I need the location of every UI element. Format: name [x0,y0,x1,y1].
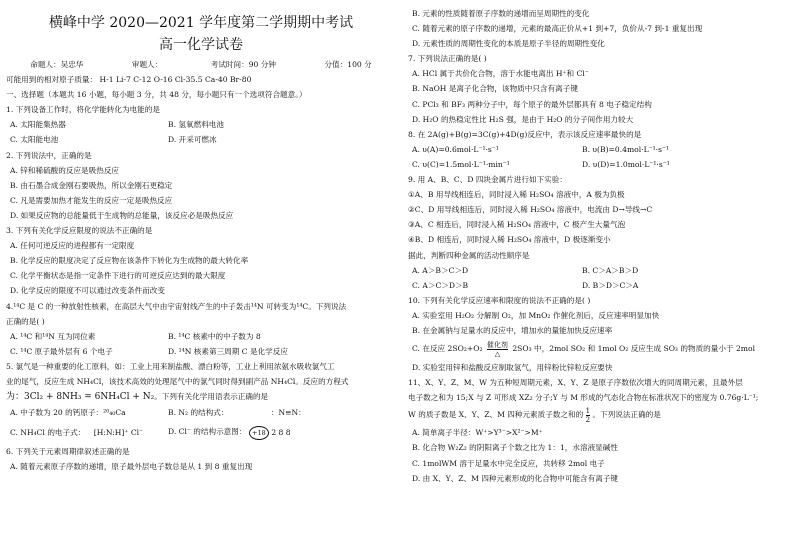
q3-option-d: D. 化学反应的限度不可以通过改变条件而改变 [10,286,165,296]
question-6: 6. 下列关于元素周期律叙述正确的是 [6,447,130,457]
reversible-arrow [487,341,508,358]
q1-option-a: A. 太阳能集热器 [10,120,66,130]
question-10: 10. 下列有关化学反应速率和限度的说法不正确的是( ) [408,295,591,305]
q9-experiment-2: ②C、D 用导线相连后，同时浸入稀 H₂SO₄ 溶液中，电流由 D→导线→C [408,205,653,215]
q5-option-c-label: C. NH₄Cl 的电子式： [10,427,86,437]
question-11: 11、X、Y、Z、M、W 为五种短周期元素，X、Y、Z 是原子序数依次增大的同周期元素，且最外层 [408,378,743,388]
question-2: 2. 下列说法中，正确的是 [6,150,92,160]
q5-equation-tail: 。下列有关化学用语表示正确的是 [154,392,269,402]
q9-experiment-3: ③A、C 相连后，同时浸入稀 H₂SO₄ 溶液中，C 极产生大量气泡 [408,220,626,230]
n2-structure: ：N≡N： [270,408,306,418]
q6-option-a: A. 随着元素原子序数的递增，原子最外层电子数总是从 1 到 8 重复出现 [10,462,253,472]
q9-option-d: D. B＞D＞C＞A [582,280,639,290]
q3-option-c: C. 化学平衡状态是指一定条件下进行的可逆反应达到的最大限度 [10,271,226,281]
exam-time: 考试时间：90 分钟 [210,60,276,69]
exam-subtitle: 高一化学试卷 [159,37,243,53]
q5-option-c [10,425,168,440]
exam-meta [6,57,396,72]
q4-option-b: B. ¹⁴C 核素中的中子数为 8 [168,331,261,341]
q11-option-d: D. 由 X、Y、Z、M 四种元素形成的化合物中可能含有离子键 [412,473,619,483]
left-column [6,6,396,474]
q10-option-c-pre: C. 在反应 2SO₂+O₂ [412,344,483,354]
q10-option-c-post: 2SO₃ 中，2mol SO₂ 和 1mol O₂ 反应生成 SO₃ 的物质的量小于 2mol [512,344,755,354]
right-column [408,6,790,486]
q7-option-c: C. PCl₃ 和 BF₃ 两种分子中，每个原子的最外层都具有 8 电子稳定结构 [412,99,652,109]
section-heading: 一、选择题（本题共 16 小题，每小题 3 分，共 48 分，每小题只有一个选项符合题意。） [6,90,307,100]
cl-ion-diagram [249,425,291,440]
q3-option-a: A. 任何可逆反应的进程都有一定限度 [10,241,135,251]
q11-option-c: C. 1molWM 溶于足量水中完全反应，共转移 2mol 电子 [412,458,605,468]
q5-option-d [168,424,291,440]
question-5: 5. 氯气是一种重要的化工原料，如：工业上用来制盐酸、漂白粉等，工业上利用浓氨水吸收氯气工 [6,361,335,371]
q9-options-ab [408,263,790,278]
q11-option-b: B. 化合物 W₂Z₂ 的阴阳离子个数之比为 1：1，水溶液显碱性 [412,443,618,453]
fraction-denominator: 2 [585,415,591,424]
question-4: 4.¹⁴C 是 C 的一种放射性核素，在高层大气中由宇宙射线产生的中子轰击¹⁴N 可转变为¹⁴C。下列说法 [6,301,347,311]
question-4-cont: 正确的是( ) [6,316,45,326]
q4-options-ab [6,329,396,344]
fraction-numerator: 1 [585,406,591,415]
q5-options-ab [6,405,396,420]
q8-option-c: C. υ(C)=1.5mol·L⁻¹·min⁻¹ [412,159,510,169]
question-8: 8. 在 2A(g)+B(g)=3C(g)+4D(g)反应中，表示该反应速率最快的是 [408,129,642,139]
q9-option-a: A. A＞B＞C＞D [412,265,469,275]
cl-nucleus: +18 [249,426,269,440]
q4-option-d: D. ¹⁴N 核素第三周期 C 是化学反应 [168,346,288,356]
q5-option-b-label: B. N₂ 的结构式： [168,408,229,418]
q6-option-b: B. 元素的性质随着原子序数的递增而呈周期性的变化 [412,9,590,18]
reviewer: 审题人： [131,60,163,69]
atomic-masses: 可能用到的相对原子质量： H-1 Li-7 C-12 O-16 Cl-35.5 Ca-40 Br-80 [6,75,252,85]
q9-options-cd [408,278,790,293]
q4-options-cd [6,344,396,359]
q1-option-b: B. 氢氧燃料电池 [168,120,224,130]
q5-equation: 为：3Cl₂ + 8NH₃ = 6NH₄Cl + N₂ [6,392,155,403]
question-5-equation-line [6,389,396,405]
question-3: 3. 下列有关化学反应限度的说法不正确的是 [6,226,153,236]
q8-options-ab [408,142,790,157]
nh4cl-electron-formula: [H:N:H]⁺ Cl⁻ [93,427,144,437]
q4-option-a: A. ¹⁴C 和¹⁴N 互为同位素 [10,331,96,341]
question-9: 9. 用 A、B、C、D 四块金属片进行如下实验： [408,175,567,185]
q1-options-ab [6,117,396,132]
q8-options-cd [408,157,790,172]
q7-option-d: D. H₂O 的热稳定性比 H₂S 强，是由于 H₂O 的分子间作用力较大 [412,114,634,124]
question-7: 7. 下列说法正确的是( ) [408,54,487,64]
one-half-fraction [586,407,590,424]
q5-option-d-label: D. Cl⁻ 的结构示意图： [168,427,247,437]
q4-option-c: C. ¹⁴C 原子最外层有 6 个电子 [10,346,113,356]
q1-option-d: D. 开采可燃冰 [168,135,217,145]
q9-experiment-1: ①A、B 用导线相连后，同时浸入稀 H₂SO₄ 溶液中，A 极为负极 [408,190,625,200]
q7-option-b: B. NaOH 是离子化合物，该物质中只含有离子键 [412,84,578,94]
heat-label: △ [494,349,501,358]
q8-option-d: D. υ(D)=1.0mol·L⁻¹·s⁻¹ [582,159,670,169]
q2-option-a: A. 锌和稀硫酸的反应是吸热反应 [10,165,120,175]
q9-option-b: B. C＞A＞B＞D [582,265,639,275]
q10-option-d: D. 实验室用锌和盐酸反应制取氢气，用锌粉比锌粒反应要快 [412,363,613,373]
question-11-fraction-line [408,405,790,425]
q7-option-a: A. HCl 属于共价化合物，溶于水能电离出 H⁺和 Cl⁻ [412,69,589,79]
q9-conclusion: 据此，判断四种金属的活动性顺序是 [408,250,530,260]
q1-option-c: C. 太阳能电池 [10,135,59,145]
question-1: 1. 下列设备工作时，将化学能转化为电能的是 [6,105,160,115]
q1-options-cd [6,132,396,147]
q8-option-a: A. υ(A)=0.6mol·L⁻¹·s⁻¹ [412,144,499,154]
q9-option-c: C. A＞C＞D＞B [412,280,469,290]
q11-text-pre: W 的质子数是 X、Y、Z、M 四种元素质子数之和的 [408,410,584,420]
exam-title: 横峰中学 2020—2021 学年度第二学期期中考试 [48,15,354,31]
q8-option-b: B. υ(B)=0.4mol·L⁻¹·s⁻¹ [582,144,670,154]
q10-option-b: B. 在金属钠与足量水的反应中，增加水的量能加快反应速率 [412,325,613,335]
q2-option-c: C. 凡是需要加热才能发生的反应一定是吸热反应 [10,195,173,205]
catalyst-label: 催化剂 [486,340,508,349]
cl-shells: 2 8 8 [271,427,291,437]
q10-option-c [408,338,790,360]
q6-option-c: C. 随着元素的原子序数的递增，元素的最高正价从+1 到+7，负价从-7 到-1 重复出现 [412,24,703,34]
q2-option-b: B. 由石墨合成金刚石要吸热，所以金刚石更稳定 [10,180,173,190]
question-5-cont: 业的尾气，反应生成 NH₄Cl，该技术高效的处理尾气中的氯气同时得到副产品 NH₄Cl。反应的方程式 [6,376,349,386]
q11-text-post: 。下列说法正确的是 [592,410,661,420]
q10-option-a: A. 实验室用 H₂O₂ 分解制 O₂，加 MnO₂ 作催化剂后，反应速率明显加快 [412,310,660,320]
q2-option-d: D. 如果反应物的总能量低于生成物的总能量，该反应必是吸热反应 [10,210,234,220]
q6-option-d: D. 元素性质的周期性变化的本质是原子半径的周期性变化 [412,39,605,49]
question-11-cont: 电子数之和为 15;X 与 Z 可形成 XZ₂ 分子;Y 与 M 形成的气态化合物在标准状况下的密度为 0.76g·L⁻¹; [408,393,759,403]
q5-options-cd [6,420,396,444]
q3-option-b: B. 化学反应的限度决定了反应物在该条件下转化为生成物的最大转化率 [10,256,249,266]
exam-score: 分值：100 分 [324,60,372,69]
q5-option-b [168,405,306,420]
q5-option-a: A. 中子数为 20 的钙原子：²⁰₄₀Ca [10,408,126,418]
author: 命题人：吴忠华 [30,60,84,69]
q11-option-a: A. 简单离子半径：W⁺>Y³⁻>X²⁻>M⁺ [412,428,543,438]
q9-experiment-4: ④B、D 相连后，同时浸入稀 H₂SO₄ 溶液中，D 极逐渐变小 [408,235,611,245]
